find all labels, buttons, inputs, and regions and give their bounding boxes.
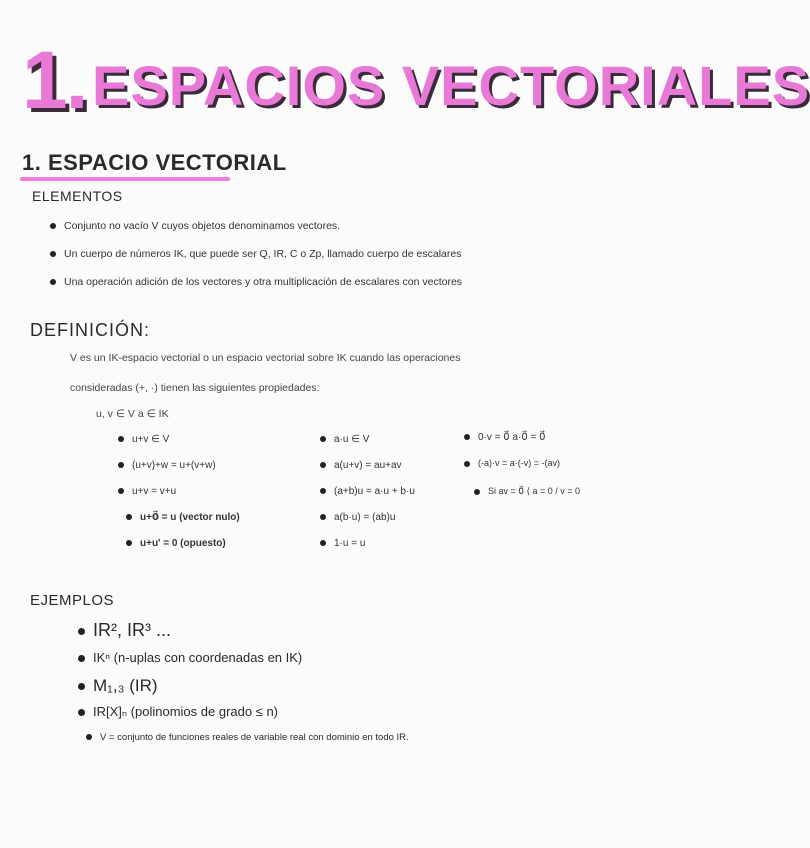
property-item: u+u' = 0 (opuesto) bbox=[126, 538, 226, 549]
title-number: 1. bbox=[22, 35, 87, 126]
bullet-icon bbox=[474, 489, 480, 495]
bullet-icon bbox=[78, 709, 85, 716]
section-underline bbox=[20, 177, 230, 181]
property-item: u+0⃗ = u (vector nulo) bbox=[126, 512, 240, 523]
bullet-icon bbox=[464, 461, 470, 467]
bullet-icon bbox=[320, 514, 326, 520]
section-heading: 1. ESPACIO VECTORIAL bbox=[22, 150, 287, 175]
bullet-icon bbox=[320, 436, 326, 442]
bullet-icon bbox=[464, 434, 470, 440]
property-item: (-a)·v = a·(-v) = -(av) bbox=[464, 458, 560, 468]
property-item: 1·u = u bbox=[320, 538, 365, 549]
property-item: a(u+v) = au+av bbox=[320, 460, 402, 471]
definition-line: V es un IK-espacio vectorial o un espacio vectorial sobre IK cuando las operaciones bbox=[70, 352, 461, 364]
elements-heading: ELEMENTOS bbox=[32, 188, 123, 204]
example-item: IR², IR³ ... bbox=[78, 620, 171, 641]
bullet-icon bbox=[78, 655, 85, 662]
bullet-icon bbox=[78, 628, 85, 635]
property-item: u+v = v+u bbox=[118, 486, 176, 497]
property-item: (a+b)u = a·u + b·u bbox=[320, 486, 415, 497]
example-item: V = conjunto de funciones reales de variable real con dominio en todo IR. bbox=[86, 732, 409, 743]
list-item: Conjunto no vacío V cuyos objetos denominamos vectores. bbox=[50, 220, 340, 232]
bullet-icon bbox=[86, 734, 92, 740]
bullet-icon bbox=[50, 251, 56, 257]
bullet-icon bbox=[118, 436, 124, 442]
definition-line: consideradas (+, ·) tienen las siguientes propiedades: bbox=[70, 382, 320, 394]
bullet-icon bbox=[320, 462, 326, 468]
property-item: a·u ∈ V bbox=[320, 434, 369, 445]
property-item: (u+v)+w = u+(v+w) bbox=[118, 460, 216, 471]
bullet-icon bbox=[50, 223, 56, 229]
example-item: M₁,₃ (IR) bbox=[78, 676, 158, 696]
definition-vars: u, v ∈ V a ∈ IK bbox=[96, 408, 169, 420]
property-item: u+v ∈ V bbox=[118, 434, 169, 445]
bullet-icon bbox=[126, 514, 132, 520]
property-item: Si av = 0⃗ ⟨ a = 0 / v = 0 bbox=[474, 486, 580, 497]
definition-heading: DEFINICIÓN: bbox=[30, 320, 151, 340]
bullet-icon bbox=[118, 488, 124, 494]
example-item: IR[X]ₙ (polinomios de grado ≤ n) bbox=[78, 704, 278, 720]
bullet-icon bbox=[126, 540, 132, 546]
list-item: Una operación adición de los vectores y otra multiplicación de escalares con vectores bbox=[50, 276, 462, 288]
property-item: 0·v = 0⃗ a·0⃗ = 0⃗ bbox=[464, 432, 545, 443]
property-item: a(b·u) = (ab)u bbox=[320, 512, 395, 523]
page-title: ESPACIOS VECTORIALES bbox=[92, 54, 810, 117]
bullet-icon bbox=[320, 488, 326, 494]
list-item: Un cuerpo de números IK, que puede ser Q, IR, C o Zp, llamado cuerpo de escalares bbox=[50, 248, 461, 260]
bullet-icon bbox=[320, 540, 326, 546]
bullet-icon bbox=[78, 683, 85, 690]
bullet-icon bbox=[118, 462, 124, 468]
examples-heading: EJEMPLOS bbox=[30, 592, 115, 609]
example-item: IKⁿ (n-uplas con coordenadas en IK) bbox=[78, 650, 302, 665]
bullet-icon bbox=[50, 279, 56, 285]
